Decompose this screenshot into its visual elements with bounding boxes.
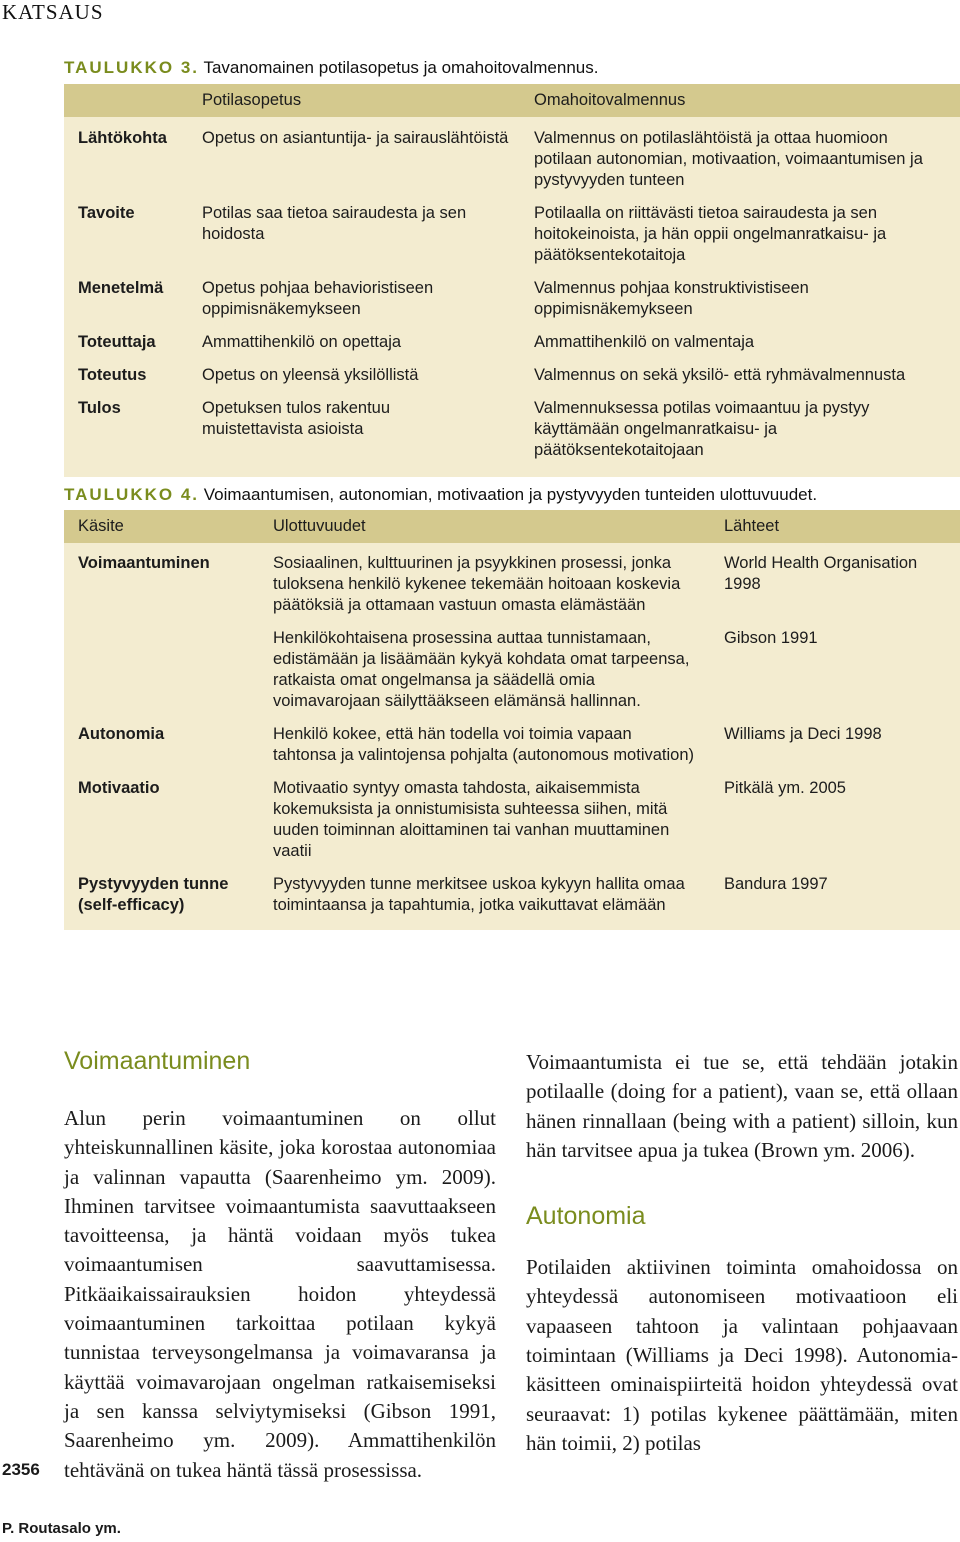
table4-header-source: Lähteet — [724, 510, 960, 543]
table4 — [64, 510, 960, 930]
row-aspect: Toteutus — [78, 366, 147, 384]
row-source: Bandura 1997 — [724, 875, 828, 893]
row-opetus: Opetus on asiantuntija- ja sairauslähtöistä — [202, 129, 509, 147]
table3 — [64, 84, 960, 477]
row-dimension: Motivaatio syntyy omasta tahdosta, aikaisemmista kokemuksista ja onnistumisista suhteessa siihen, mitä uuden toiminnan aloittaminen tai vanhan muuttaminen vaatii — [273, 779, 670, 860]
row-valmennus: Potilaalla on riittävästi tietoa sairaudesta ja sen hoitokeinoista, ja hän oppii ongelmanratkaisu- ja päätöksentekotaitoja — [534, 204, 887, 264]
row-concept: Voimaantuminen — [78, 554, 210, 572]
table-row — [64, 117, 960, 191]
table-row — [64, 266, 960, 320]
table3-header-opetus: Potilasopetus — [202, 84, 534, 117]
article-left-column — [64, 1046, 496, 1485]
row-aspect: Tavoite — [78, 204, 135, 222]
row-source: World Health Organisation 1998 — [724, 554, 918, 593]
row-valmennus: Valmennuksessa potilas voimaantuu ja pystyy käyttämään ongelmanratkaisu- ja päätöksentekotaitojaan — [534, 399, 870, 459]
row-aspect: Menetelmä — [78, 279, 164, 297]
heading-autonomia: Autonomia — [526, 1202, 646, 1231]
row-opetus: Potilas saa tietoa sairaudesta ja sen hoidosta — [202, 204, 467, 243]
table-row — [64, 386, 960, 477]
table-row — [64, 353, 960, 386]
table-row — [64, 766, 960, 862]
row-dimension: Henkilökohtaisena prosessina auttaa tunnistamaan, edistämään ja lisäämään kykyä kohdata omat tarpeensa, ratkaista omat ongelmansa ja säädellä omia voimavarojaan säilyttääkseen elämänsä hallinnan. — [273, 629, 690, 710]
row-source: Gibson 1991 — [724, 629, 818, 647]
table4-title: Voimaantumisen, autonomian, motivaation ja pystyvyyden tunteiden ulottuvuudet. — [203, 485, 818, 504]
row-valmennus: Valmennus on sekä yksilö- että ryhmävalmennusta — [534, 366, 906, 384]
row-opetus: Ammattihenkilö on opettaja — [202, 333, 402, 351]
heading-voimaantuminen: Voimaantuminen — [64, 1047, 251, 1075]
row-aspect: Tulos — [78, 399, 121, 417]
row-valmennus: Valmennus pohjaa konstruktivistiseen oppimisnäkemykseen — [534, 279, 809, 318]
page-number: 2356 — [2, 1460, 40, 1479]
row-valmennus: Valmennus on potilaslähtöistä ja ottaa huomioon potilaan autonomian, motivaation, voimaantumisen ja pystyvyyden tunteen — [534, 129, 923, 189]
row-source: Pitkälä ym. 2005 — [724, 779, 846, 797]
row-dimension: Henkilö kokee, että hän todella voi toimia vapaan tahtonsa ja valintojensa pohjalta (autonomous motivation) — [273, 725, 695, 764]
row-concept: Motivaatio — [78, 779, 160, 797]
table3-caption — [64, 58, 598, 78]
row-concept: Autonomia — [78, 725, 165, 743]
row-dimension: Sosiaalinen, kulttuurinen ja psyykkinen prosessi, jonka tuloksena henkilö kykenee tekemään hoitoaan koskevia päätöksiä ja ottamaan vastuun omasta elämästään — [273, 554, 681, 614]
row-aspect: Lähtökohta — [78, 129, 167, 147]
table-row — [64, 543, 960, 616]
table3-header-valmennus: Omahoitovalmennus — [534, 84, 960, 117]
table-row — [64, 320, 960, 353]
paragraph-voimaantuminen: Alun perin voimaantuminen on ollut yhteiskunnallinen käsite, joka korostaa autonomiaa ja valinnan vapautta (Saarenheimo ym. 2009). Ihminen tarvitsee voimaantumista saavuttaakseen tavoitteensa, ja häntä voidaan myös tukea voimaantumisen saavuttamisessa. Pitkäaikaissairauksien hoidon yhteydessä voimaantuminen tarkoittaa potilaan kykyä tunnistaa terveysongelmansa ja voimavaransa ja käyttää voimavarojaan ongelman ratkaisemiseksi ja sen kanssa selviytymiseksi (Gibson 1991, Saarenheimo ym. 2009). Ammattihenkilön tehtävänä on tukea häntä tässä prosessissa. — [64, 1106, 496, 1482]
row-concept — [64, 616, 273, 712]
table-row — [64, 191, 960, 266]
table4-label: TAULUKKO 4. — [64, 485, 200, 504]
table-row — [64, 862, 960, 930]
row-aspect: Toteuttaja — [78, 333, 156, 351]
row-opetus: Opetuksen tulos rakentuu muistettavista asioista — [202, 399, 391, 438]
article-right-column — [526, 1048, 958, 1458]
paragraph-autonomia: Potilaiden aktiivinen toiminta omahoidossa on yhteydessä autonomiseen motivaatioon eli vapaaseen tahtoon ja valintaan pohjaavaan toimintaan (Williams ja Deci 1998). Autonomia-käsitteen ominaispiirteitä hoidon yhteydessä ovat seuraavat: 1) potilas kykenee päättämään, miten hän toimii, 2) potilas — [526, 1255, 958, 1455]
table4-caption — [64, 485, 817, 505]
table3-header-blank — [64, 84, 202, 117]
table4-header-dimension: Ulottuvuudet — [273, 510, 724, 543]
section-label: KATSAUS — [2, 0, 104, 24]
row-opetus: Opetus on yleensä yksilöllistä — [202, 366, 419, 384]
table4-header-concept: Käsite — [64, 510, 273, 543]
row-concept: Pystyvyyden tunne (self-efficacy) — [78, 875, 229, 914]
table3-label: TAULUKKO 3. — [64, 58, 200, 77]
paragraph-intro: Voimaantumista ei tue se, että tehdään jotakin potilaalle (doing for a patient), vaan se, että ollaan hänen rinnallaan (being with a patient) silloin, kun hän tarvitsee apua ja tukea (Brown ym. 2006). — [526, 1050, 958, 1162]
row-opetus: Opetus pohjaa behavioristiseen oppimisnäkemykseen — [202, 279, 434, 318]
row-source: Williams ja Deci 1998 — [724, 725, 882, 743]
row-dimension: Pystyvyyden tunne merkitsee uskoa kykyyn hallita omaa toimintaansa ja tapahtumia, jotka vaikuttavat elämään — [273, 875, 685, 914]
table3-title: Tavanomainen potilasopetus ja omahoitovalmennus. — [203, 58, 599, 77]
author-footer: P. Routasalo ym. — [2, 1520, 121, 1537]
row-valmennus: Ammattihenkilö on valmentaja — [534, 333, 755, 351]
table-row — [64, 616, 960, 712]
table-row — [64, 712, 960, 766]
